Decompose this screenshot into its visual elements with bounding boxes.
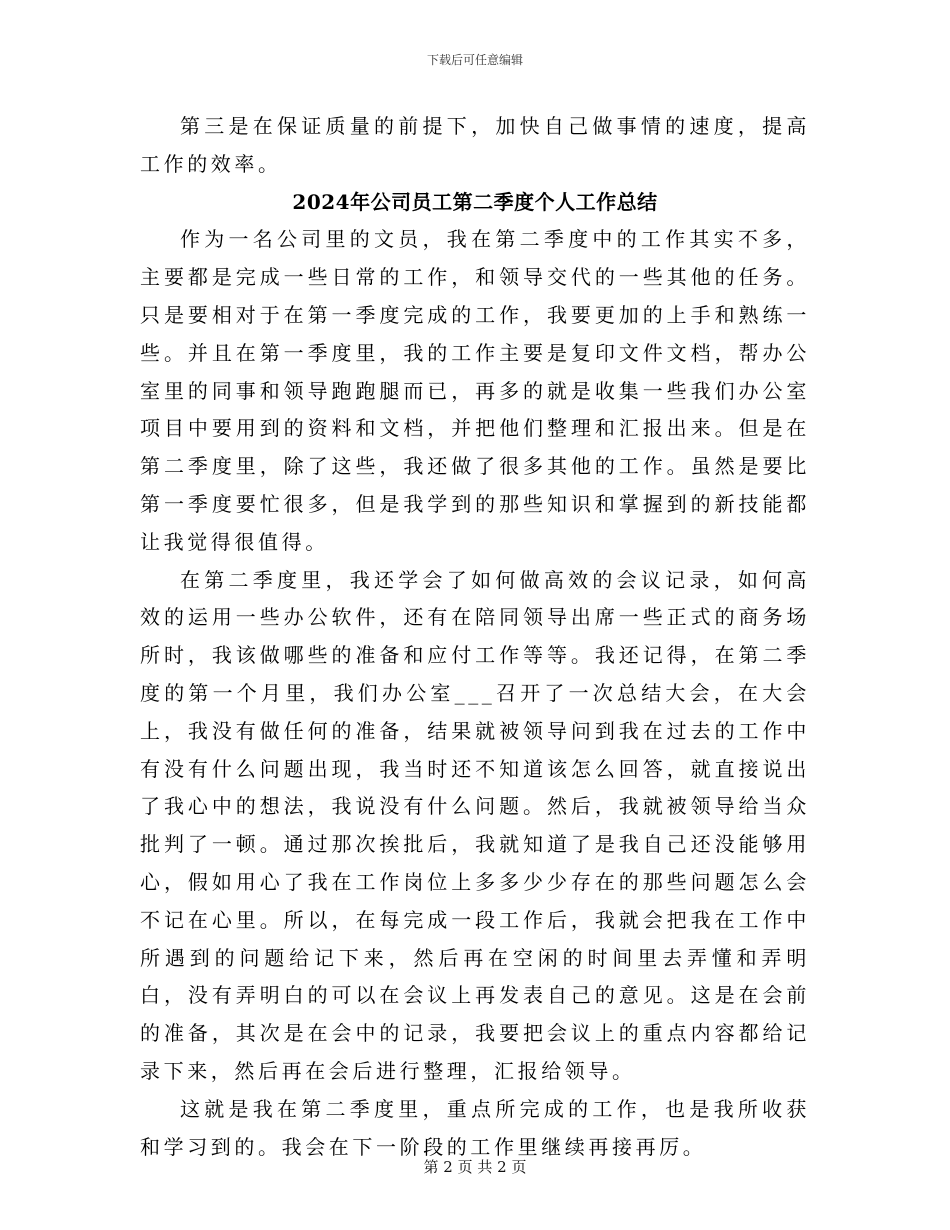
document-body	[140, 108, 810, 1166]
body-paragraph-1: 作为一名公司里的文员，我在第二季度中的工作其实不多，主要都是完成一些日常的工作，和领导交代的一些其他的任务。只是要相对于在第一季度完成的工作，我要更加的上手和熟练一些。并且在第一季度里，我的工作主要是复印文件文档，帮办公室里的同事和领导跑跑腿而已，再多的就是收集一些我们办公室项目中要用到的资料和文档，并把他们整理和汇报出来。但是在第二季度里，除了这些，我还做了很多其他的工作。虽然是要比第一季度要忙很多，但是我学到的那些知识和掌握到的新技能都让我觉得很值得。	[140, 227, 810, 554]
body-paragraph-2: 在第二季度里，我还学会了如何做高效的会议记录，如何高效的运用一些办公软件，还有在陪同领导出席一些正式的商务场所时，我该做哪些的准备和应付工作等等。我还记得，在第二季度的第一个月里，我们办公室___召开了一次总结大会，在大会上，我没有做任何的准备，结果就被领导问到我在过去的工作中有没有什么问题出现，我当时还不知道该怎么回答，就直接说出了我心中的想法，我说没有什么问题。然后，我就被领导给当众批判了一顿。通过那次挨批后，我就知道了是我自己还没能够用心，假如用心了我在工作岗位上多多少少存在的那些问题怎么会不记在心里。所以，在每完成一段工作后，我就会把我在工作中所遇到的问题给记下来，然后再在空闲的时间里去弄懂和弄明白，没有弄明白的可以在会议上再发表自己的意见。这是在会前的准备，其次是在会中的记录，我要把会议上的重点内容都给记录下来，然后再在会后进行整理，汇报给领导。	[140, 567, 810, 1083]
page-header: 下载后可任意编辑	[426, 53, 523, 67]
document-title: 2024年公司员工第二季度个人工作总结	[292, 189, 658, 214]
intro-paragraph: 第三是在保证质量的前提下，加快自己做事情的速度，提高工作的效率。	[140, 114, 810, 176]
body-paragraph-3: 这就是我在第二季度里，重点所完成的工作，也是我所收获和学习到的。我会在下一阶段的工作里继续再接再厉。	[140, 1096, 810, 1159]
page-footer: 第 2 页 共 2 页	[423, 1158, 527, 1176]
